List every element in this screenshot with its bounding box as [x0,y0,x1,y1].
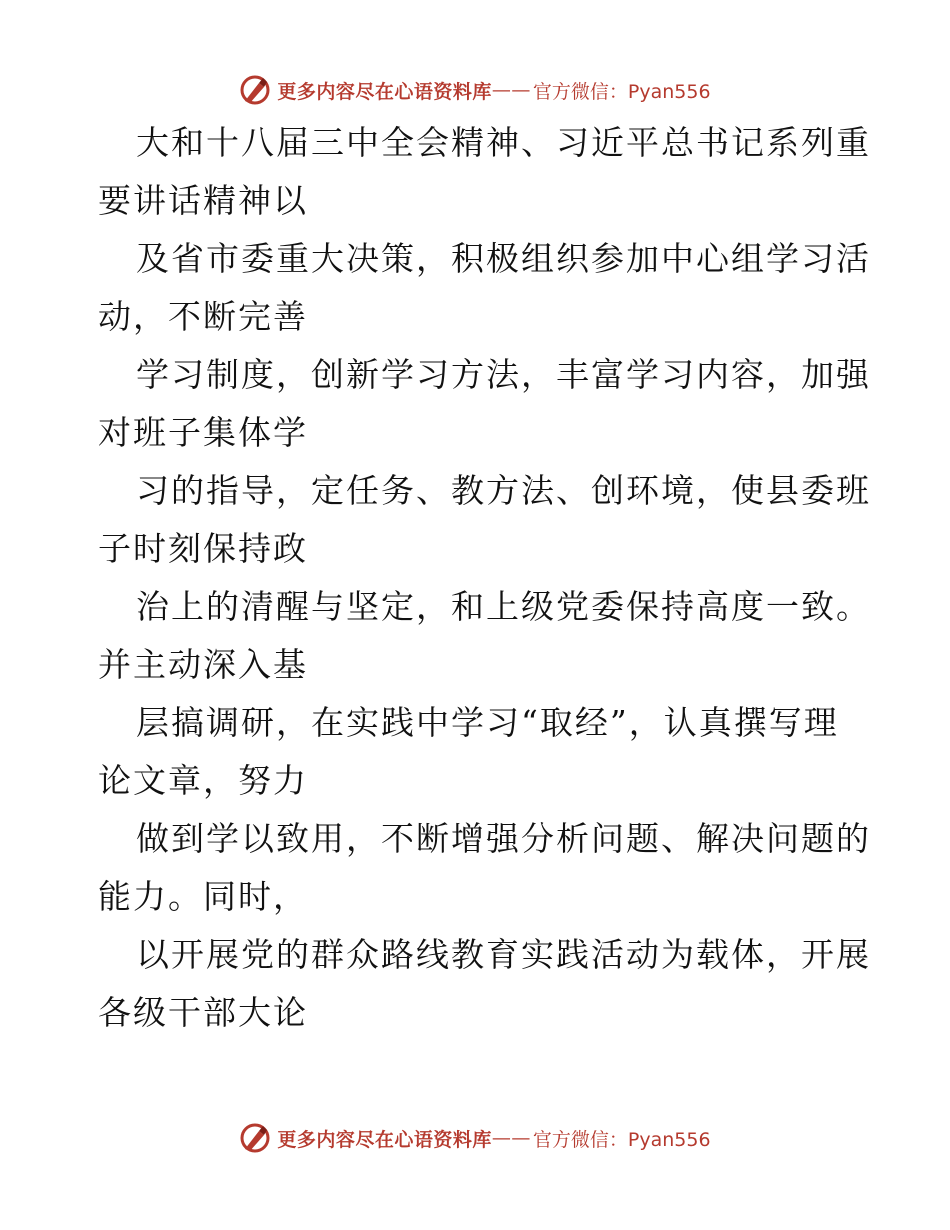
header-banner [0,70,950,110]
paragraph-line: 动，不断完善 [98,297,308,336]
paragraph-line: 及省市委重大决策，积极组织参加中心组学习活 [136,239,871,278]
banner-separator: —— [491,79,531,101]
paragraph-line: 习的指导，定任务、教方法、创环境，使县委班 [136,471,871,510]
paragraph-line: 学习制度，创新学习方法，丰富学习内容，加强 [136,355,871,394]
banner-wechat: 官方微信：Pyan556 [532,80,711,103]
banner-separator: —— [491,1127,531,1149]
banner-wechat: 官方微信：Pyan556 [532,1128,711,1151]
paragraph-line: 论文章，努力 [98,761,308,800]
paragraph-line: 要讲话精神以 [98,181,308,220]
paragraph-line: 以开展党的群众路线教育实践活动为载体，开展 [136,935,871,974]
paragraph-line: 层搞调研，在实践中学习“取经”，认真撰写理 [136,703,839,742]
paragraph-line: 能力。同时， [98,877,308,916]
banner-title: 更多内容尽在心语资料库 [277,80,492,103]
paragraph-line: 对班子集体学 [98,413,308,452]
footer-banner [0,1118,950,1158]
banner-title: 更多内容尽在心语资料库 [277,1128,492,1151]
paragraph-line: 大和十八届三中全会精神、习近平总书记系列重 [136,123,871,162]
pen-logo-icon [239,1122,271,1154]
paragraph-line: 各级干部大论 [98,993,308,1032]
paragraph-line: 并主动深入基 [98,645,308,684]
paragraph-line: 做到学以致用，不断增强分析问题、解决问题的 [136,819,871,858]
pen-logo-icon [239,74,271,106]
paragraph-line: 治上的清醒与坚定，和上级党委保持高度一致。 [136,587,871,626]
paragraph-line: 子时刻保持政 [98,529,308,568]
